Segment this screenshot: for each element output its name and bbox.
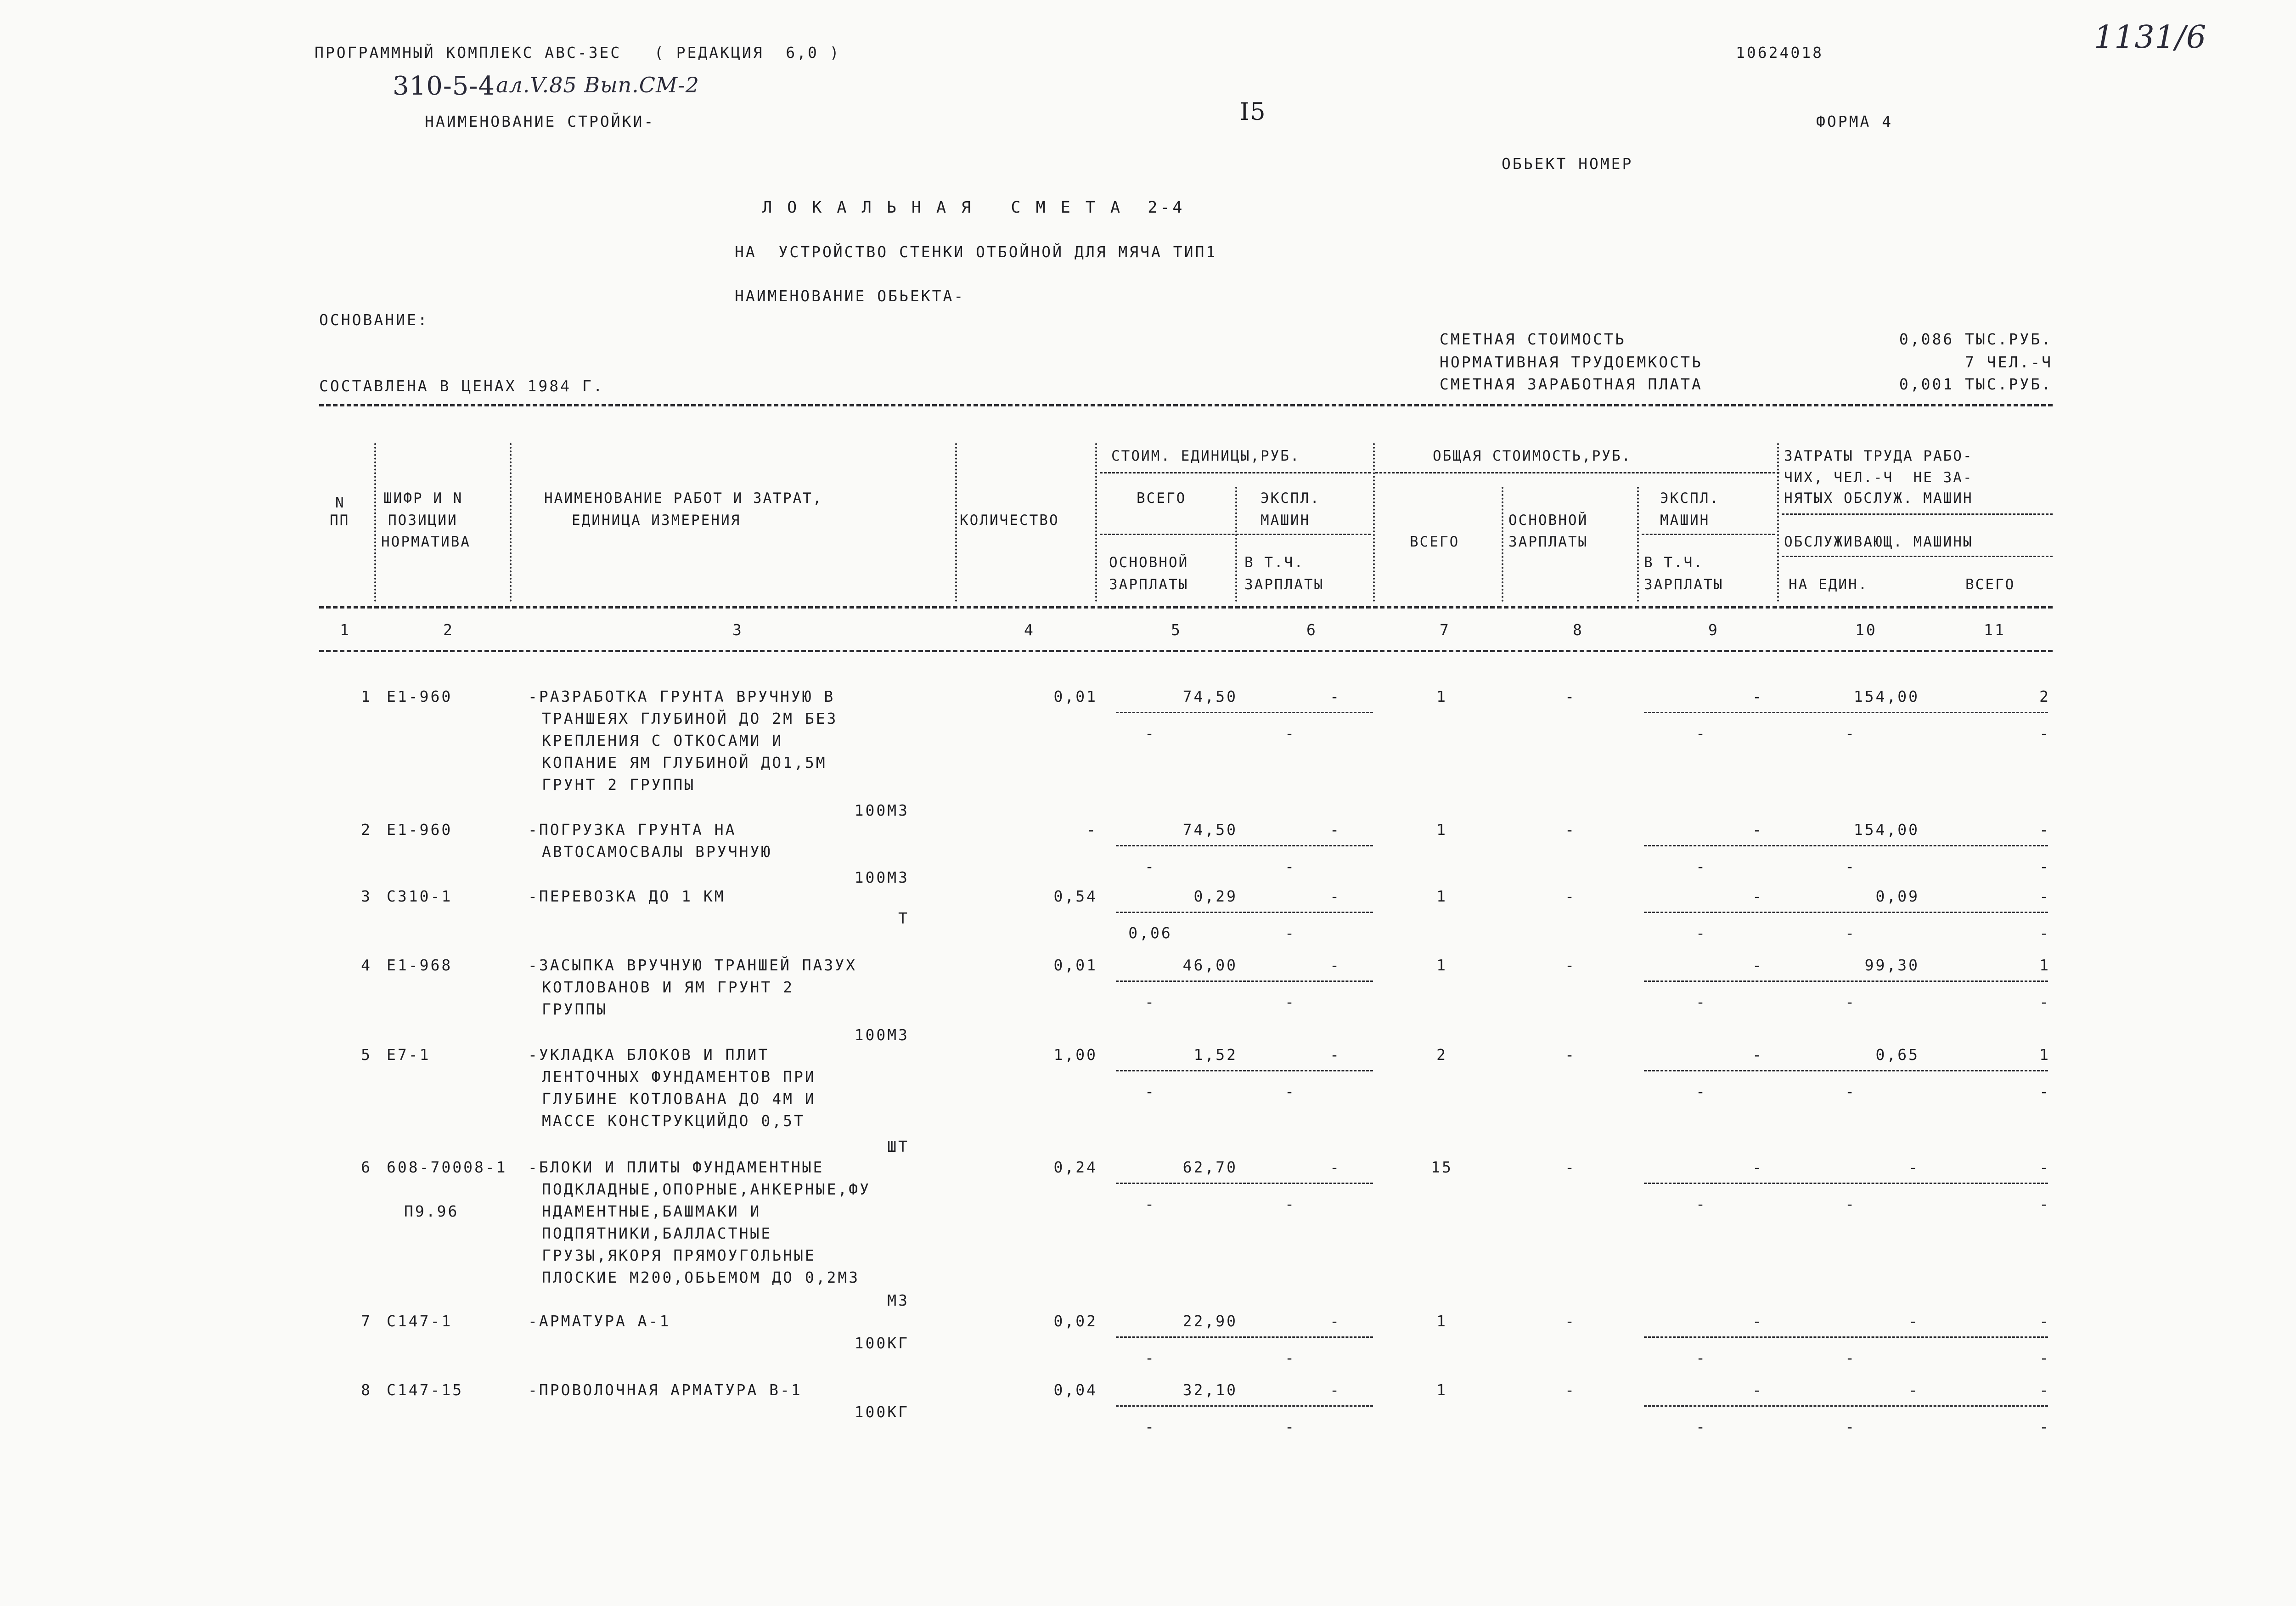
hdr-total-cost: ОБЩАЯ СТОИМОСТЬ,РУБ.: [1433, 448, 1632, 464]
labor-machines-per-unit: -: [1845, 857, 1856, 875]
labor-machines-total: -: [2039, 993, 2050, 1011]
quantity: 0,01: [1053, 687, 1097, 705]
object-number: ОБЬЕКТ НОМЕР: [1502, 155, 1633, 173]
cell-divider: [1644, 912, 2048, 913]
unit-cost-base-wage: -: [1145, 857, 1156, 875]
document-number: 10624018: [1736, 44, 1823, 62]
summary-label-labor: НОРМАТИВНАЯ ТРУДОЕМКОСТЬ: [1440, 353, 1703, 371]
cell-divider: [1116, 1183, 1373, 1184]
unit-cost-total: 22,90: [1182, 1312, 1238, 1330]
column-number: 2: [443, 621, 454, 639]
hdr-expl-total-2: МАШИН: [1660, 512, 1710, 529]
unit-cost-base-wage: -: [1145, 1349, 1156, 1367]
hdr-vtch-2: ЗАРПЛАТЫ: [1244, 576, 1324, 593]
total-base-wage: -: [1565, 1158, 1576, 1176]
labor-total: 1: [2039, 1046, 2050, 1064]
labor-total: -: [2039, 1312, 2050, 1330]
work-name-line: КРЕПЛЕНИЯ С ОТКОСАМИ И: [542, 732, 783, 749]
row-number: 5: [361, 1046, 372, 1064]
labor-per-unit: 0,65: [1875, 1046, 1919, 1064]
unit-cost-base-wage: -: [1145, 1195, 1156, 1213]
labor-total: 2: [2039, 687, 2050, 705]
unit-cost-machine-wage: -: [1285, 1349, 1296, 1367]
total-machine-cost: -: [1752, 1158, 1763, 1176]
column-number: 6: [1306, 621, 1317, 639]
summary-label-cost: СМЕТНАЯ СТОИМОСТЬ: [1440, 330, 1626, 348]
work-name-line: -БЛОКИ И ПЛИТЫ ФУНДАМЕНТНЫЕ: [528, 1158, 824, 1176]
labor-total: -: [2039, 1158, 2050, 1176]
work-name-line: -РАЗРАБОТКА ГРУНТА ВРУЧНУЮ В: [528, 687, 835, 705]
work-name-line: НДАМЕНТНЫЕ,БАШМАКИ И: [542, 1202, 761, 1220]
norm-code: 608-70008-1: [387, 1158, 507, 1176]
work-name-line: ПОДПЯТНИКИ,БАЛЛАСТНЫЕ: [542, 1224, 772, 1242]
labor-machines-per-unit: -: [1845, 724, 1856, 742]
labor-total: 1: [2039, 956, 2050, 974]
summary-label-wage: СМЕТНАЯ ЗАРАБОТНАЯ ПЛАТА: [1440, 375, 1703, 393]
work-name-line: -АРМАТУРА А-1: [528, 1312, 671, 1330]
labor-machines-per-unit: -: [1845, 1082, 1856, 1100]
program-line: ПРОГРАММНЫЙ КОМПЛЕКС АВС-ЗЕС ( РЕДАКЦИЯ 6,0 ): [315, 44, 841, 62]
col-sep-2: [510, 443, 512, 602]
page-number: I5: [1240, 98, 1266, 126]
col-sep-1: [374, 443, 376, 602]
column-number: 3: [732, 621, 743, 639]
col-sep-9: [1777, 443, 1779, 602]
column-number: 8: [1573, 621, 1584, 639]
row-number: 2: [361, 821, 372, 839]
row-number: 3: [361, 887, 372, 905]
labor-total: -: [2039, 887, 2050, 905]
hdr-osn-total-1: ОСНОВНОЙ: [1508, 512, 1588, 529]
column-number: 9: [1708, 621, 1719, 639]
column-number: 4: [1024, 621, 1035, 639]
total-base-wage: -: [1565, 1312, 1576, 1330]
hdr-qty: КОЛИЧЕСТВО: [960, 512, 1059, 529]
quantity: 0,54: [1053, 887, 1097, 905]
rule-top: [319, 404, 2053, 406]
norm-code: Е1-960: [387, 687, 453, 705]
hdr-vtch-total-1: В Т.Ч.: [1644, 554, 1704, 571]
labor-per-unit: 154,00: [1853, 821, 1919, 839]
unit-cost-machine-wage: -: [1285, 724, 1296, 742]
work-name-line: КОТЛОВАНОВ И ЯМ ГРУНТ 2: [542, 978, 794, 996]
sheet-mark: 1131/6: [2094, 19, 2207, 56]
total-cost: 1: [1436, 887, 1447, 905]
column-number: 7: [1440, 621, 1451, 639]
hdr-osn-total-2: ЗАРПЛАТЫ: [1508, 534, 1588, 550]
total-cost: 1: [1436, 1381, 1447, 1399]
total-machine-wage: -: [1696, 1082, 1707, 1100]
labor-machines-total: -: [2039, 1082, 2050, 1100]
total-machine-wage: -: [1696, 993, 1707, 1011]
col-sep-3: [955, 443, 957, 602]
total-cost: 1: [1436, 821, 1447, 839]
unit-cost-machines: -: [1330, 1312, 1341, 1330]
unit-cost-total: 46,00: [1182, 956, 1238, 974]
col-sep-4: [1095, 443, 1097, 602]
work-name-line: ГЛУБИНЕ КОТЛОВАНА ДО 4М И: [542, 1090, 816, 1108]
hdr-unit-rule-2: [1100, 534, 1371, 535]
total-machine-wage: -: [1696, 1418, 1707, 1436]
construction-label: НАИМЕНОВАНИЕ СТРОЙКИ-: [425, 113, 655, 130]
row-number: 8: [361, 1381, 372, 1399]
series-stamp: 310-5-4: [393, 71, 495, 101]
unit-cost-base-wage: -: [1145, 993, 1156, 1011]
labor-machines-per-unit: -: [1845, 1195, 1856, 1213]
unit-cost-machine-wage: -: [1285, 924, 1296, 942]
total-machine-wage: -: [1696, 924, 1707, 942]
labor-machines-per-unit: -: [1845, 1418, 1856, 1436]
total-machine-wage: -: [1696, 857, 1707, 875]
work-name-line: АВТОСАМОСВАЛЫ ВРУЧНУЮ: [542, 843, 772, 861]
cell-divider: [1644, 712, 2048, 713]
labor-per-unit: 154,00: [1853, 687, 1919, 705]
unit-cost-machines: -: [1330, 821, 1341, 839]
col-sep-7: [1502, 487, 1503, 602]
total-machine-cost: -: [1752, 1312, 1763, 1330]
total-machine-cost: -: [1752, 956, 1763, 974]
labor-machines-total: -: [2039, 857, 2050, 875]
unit-of-measure: 100М3: [854, 801, 909, 819]
unit-cost-total: 74,50: [1182, 821, 1238, 839]
hdr-vsego-unit: ВСЕГО: [1137, 490, 1187, 507]
hdr-vsego-labor: ВСЕГО: [1965, 576, 2015, 593]
row-number: 7: [361, 1312, 372, 1330]
cell-divider: [1644, 1070, 2048, 1071]
hdr-na-edin: НА ЕДИН.: [1789, 576, 1868, 593]
hdr-pp: ПП: [330, 512, 350, 529]
unit-cost-base-wage: -: [1145, 1082, 1156, 1100]
unit-cost-total: 32,10: [1182, 1381, 1238, 1399]
unit-cost-machines: -: [1330, 1381, 1341, 1399]
cell-divider: [1644, 1183, 2048, 1184]
unit-cost-machines: -: [1330, 956, 1341, 974]
hdr-labor-machines: ОБСЛУЖИВАЮЩ. МАШИНЫ: [1784, 534, 1973, 550]
unit-of-measure: 100М3: [854, 1026, 909, 1044]
unit-cost-machine-wage: -: [1285, 857, 1296, 875]
work-name-line: -УКЛАДКА БЛОКОВ И ПЛИТ: [528, 1046, 770, 1064]
labor-machines-per-unit: -: [1845, 993, 1856, 1011]
labor-per-unit: -: [1908, 1158, 1919, 1176]
labor-per-unit: -: [1908, 1381, 1919, 1399]
cell-divider: [1644, 1405, 2048, 1407]
unit-of-measure: М3: [887, 1291, 909, 1309]
unit-cost-machines: -: [1330, 687, 1341, 705]
quantity: -: [1086, 821, 1097, 839]
total-cost: 1: [1436, 1312, 1447, 1330]
norm-code: С310-1: [387, 887, 453, 905]
total-base-wage: -: [1565, 821, 1576, 839]
work-name-line: ГРУППЫ: [542, 1000, 608, 1018]
total-machine-cost: -: [1752, 821, 1763, 839]
cell-divider: [1116, 912, 1373, 913]
hdr-name-1: НАИМЕНОВАНИЕ РАБОТ И ЗАТРАТ,: [544, 490, 823, 507]
work-name-line: КОПАНИЕ ЯМ ГЛУБИНОЙ ДО1,5М: [542, 754, 827, 772]
quantity: 0,24: [1053, 1158, 1097, 1176]
column-number: 11: [1984, 621, 2006, 639]
form-label: ФОРМА 4: [1816, 113, 1893, 130]
total-machine-cost: -: [1752, 887, 1763, 905]
norm-code: С147-1: [387, 1312, 453, 1330]
work-name-line: МАССЕ КОНСТРУКЦИЙДО 0,5Т: [542, 1112, 805, 1130]
hdr-code-1: ШИФР И N: [383, 490, 463, 507]
rule-header-bottom: [319, 606, 2053, 609]
total-cost: 1: [1436, 687, 1447, 705]
cell-divider: [1644, 1336, 2048, 1338]
rule-col-numbers: [319, 650, 2053, 652]
work-name-line: ГРУНТ 2 ГРУППЫ: [542, 776, 696, 794]
norm-code: Е7-1: [387, 1046, 431, 1064]
total-base-wage: -: [1565, 1046, 1576, 1064]
unit-of-measure: 100КГ: [854, 1403, 909, 1421]
labor-per-unit: -: [1908, 1312, 1919, 1330]
quantity: 0,04: [1053, 1381, 1097, 1399]
hdr-labor-3: НЯТЫХ ОБСЛУЖ. МАШИН: [1784, 490, 1973, 507]
total-machine-wage: -: [1696, 1349, 1707, 1367]
total-cost: 2: [1436, 1046, 1447, 1064]
norm-code: Е1-968: [387, 956, 453, 974]
unit-cost-machine-wage: -: [1285, 1082, 1296, 1100]
summary-value-wage: 0,001 ТЫС.РУБ.: [1899, 375, 2053, 393]
row-number: 6: [361, 1158, 372, 1176]
norm-code-extra: П9.96: [404, 1202, 459, 1220]
hdr-n: N: [335, 495, 345, 511]
labor-machines-total: -: [2039, 924, 2050, 942]
total-cost: 15: [1431, 1158, 1453, 1176]
hdr-labor-rule-2: [1782, 556, 2053, 557]
column-number: 5: [1171, 621, 1182, 639]
hdr-vtch-1: В Т.Ч.: [1244, 554, 1304, 571]
prices-label: СОСТАВЛЕНА В ЦЕНАХ 1984 Г.: [319, 377, 604, 395]
quantity: 1,00: [1053, 1046, 1097, 1064]
hdr-unit-rule: [1100, 472, 1371, 473]
cell-divider: [1116, 1336, 1373, 1338]
hdr-vtch-total-2: ЗАРПЛАТЫ: [1644, 576, 1724, 593]
col-sep-5: [1235, 487, 1237, 602]
hdr-expl-1: ЭКСПЛ.: [1261, 490, 1320, 507]
total-base-wage: -: [1565, 687, 1576, 705]
row-number: 1: [361, 687, 372, 705]
total-machine-wage: -: [1696, 724, 1707, 742]
work-name-line: -ПРОВОЛОЧНАЯ АРМАТУРА В-1: [528, 1381, 802, 1399]
hdr-code-2: ПОЗИЦИИ: [388, 512, 458, 529]
quantity: 0,02: [1053, 1312, 1097, 1330]
hdr-code-3: НОРМАТИВА: [381, 534, 471, 550]
cell-divider: [1116, 1405, 1373, 1407]
norm-code: Е1-960: [387, 821, 453, 839]
labor-machines-per-unit: -: [1845, 1349, 1856, 1367]
column-number: 1: [340, 621, 351, 639]
work-name-line: -ПЕРЕВОЗКА ДО 1 КМ: [528, 887, 726, 905]
unit-of-measure: Т: [898, 909, 909, 927]
unit-cost-base-wage: 0,06: [1128, 924, 1172, 942]
total-machine-cost: -: [1752, 1046, 1763, 1064]
work-name-line: ПЛОСКИЕ М200,ОБЬЕМОМ ДО 0,2М3: [542, 1268, 860, 1286]
total-machine-cost: -: [1752, 687, 1763, 705]
unit-cost-total: 74,50: [1182, 687, 1238, 705]
work-name-line: ПОДКЛАДНЫЕ,ОПОРНЫЕ,АНКЕРНЫЕ,ФУ: [542, 1180, 871, 1198]
column-number: 10: [1855, 621, 1877, 639]
unit-cost-total: 0,29: [1193, 887, 1238, 905]
cell-divider: [1116, 845, 1373, 846]
summary-value-cost: 0,086 ТЫС.РУБ.: [1899, 330, 2053, 348]
cell-divider: [1116, 712, 1373, 713]
hdr-labor-rule: [1782, 513, 2053, 515]
object-label: НАИМЕНОВАНИЕ ОБЬЕКТА-: [735, 287, 965, 305]
unit-cost-machine-wage: -: [1285, 1195, 1296, 1213]
norm-code: С147-15: [387, 1381, 464, 1399]
work-name-line: ЛЕНТОЧНЫХ ФУНДАМЕНТОВ ПРИ: [542, 1068, 816, 1086]
summary-value-labor: 7 ЧЕЛ.-Ч: [1965, 353, 2053, 371]
unit-of-measure: 100М3: [854, 868, 909, 886]
labor-total: -: [2039, 1381, 2050, 1399]
quantity: 0,01: [1053, 956, 1097, 974]
unit-cost-total: 62,70: [1182, 1158, 1238, 1176]
labor-machines-total: -: [2039, 1195, 2050, 1213]
document-title: Л О К А Л Ь Н А Я С М Е Т А 2-4: [762, 198, 1185, 217]
hdr-name-2: ЕДИНИЦА ИЗМЕРЕНИЯ: [572, 512, 741, 529]
total-machine-cost: -: [1752, 1381, 1763, 1399]
unit-cost-total: 1,52: [1193, 1046, 1238, 1064]
total-base-wage: -: [1565, 887, 1576, 905]
handwritten-note: ал.V.85 Вып.СМ-2: [496, 73, 699, 97]
unit-of-measure: 100КГ: [854, 1334, 909, 1352]
hdr-osn-1: ОСНОВНОЙ: [1109, 554, 1189, 571]
unit-cost-base-wage: -: [1145, 1418, 1156, 1436]
labor-machines-total: -: [2039, 1418, 2050, 1436]
labor-machines-per-unit: -: [1845, 924, 1856, 942]
cell-divider: [1644, 845, 2048, 846]
cell-divider: [1116, 1070, 1373, 1071]
hdr-unit-cost: СТОИМ. ЕДИНИЦЫ,РУБ.: [1111, 448, 1300, 464]
work-name-line: ТРАНШЕЯХ ГЛУБИНОЙ ДО 2М БЕЗ: [542, 710, 838, 727]
unit-cost-machines: -: [1330, 1158, 1341, 1176]
total-machine-wage: -: [1696, 1195, 1707, 1213]
work-name-line: ГРУЗЫ,ЯКОРЯ ПРЯМОУГОЛЬНЫЕ: [542, 1246, 816, 1264]
cell-divider: [1116, 981, 1373, 982]
unit-of-measure: ШТ: [887, 1138, 909, 1155]
total-base-wage: -: [1565, 1381, 1576, 1399]
labor-machines-total: -: [2039, 1349, 2050, 1367]
document-subject: НА УСТРОЙСТВО СТЕНКИ ОТБОЙНОЙ ДЛЯ МЯЧА ТИП1: [735, 243, 1217, 261]
labor-machines-total: -: [2039, 724, 2050, 742]
hdr-labor-2: ЧИХ, ЧЕЛ.-Ч НЕ ЗА-: [1784, 469, 1973, 486]
hdr-expl-total-1: ЭКСПЛ.: [1660, 490, 1720, 507]
hdr-expl-2: МАШИН: [1261, 512, 1311, 529]
col-sep-6: [1373, 443, 1375, 602]
labor-total: -: [2039, 821, 2050, 839]
labor-per-unit: 0,09: [1875, 887, 1919, 905]
hdr-labor-1: ЗАТРАТЫ ТРУДА РАБО-: [1784, 448, 1973, 464]
labor-per-unit: 99,30: [1864, 956, 1919, 974]
total-cost: 1: [1436, 956, 1447, 974]
hdr-osn-2: ЗАРПЛАТЫ: [1109, 576, 1189, 593]
basis-label: ОСНОВАНИЕ:: [319, 311, 429, 329]
hdr-total-rule: [1375, 472, 1779, 473]
col-sep-8: [1637, 487, 1639, 602]
unit-cost-base-wage: -: [1145, 724, 1156, 742]
work-name-line: -ЗАСЫПКА ВРУЧНУЮ ТРАНШЕЙ ПАЗУХ: [528, 956, 857, 974]
unit-cost-machines: -: [1330, 1046, 1341, 1064]
row-number: 4: [361, 956, 372, 974]
unit-cost-machine-wage: -: [1285, 993, 1296, 1011]
unit-cost-machine-wage: -: [1285, 1418, 1296, 1436]
hdr-expl-total-rule: [1642, 534, 1775, 535]
total-base-wage: -: [1565, 956, 1576, 974]
hdr-vsego-total: ВСЕГО: [1410, 534, 1460, 550]
cell-divider: [1644, 981, 2048, 982]
work-name-line: -ПОГРУЗКА ГРУНТА НА: [528, 821, 737, 839]
unit-cost-machines: -: [1330, 887, 1341, 905]
